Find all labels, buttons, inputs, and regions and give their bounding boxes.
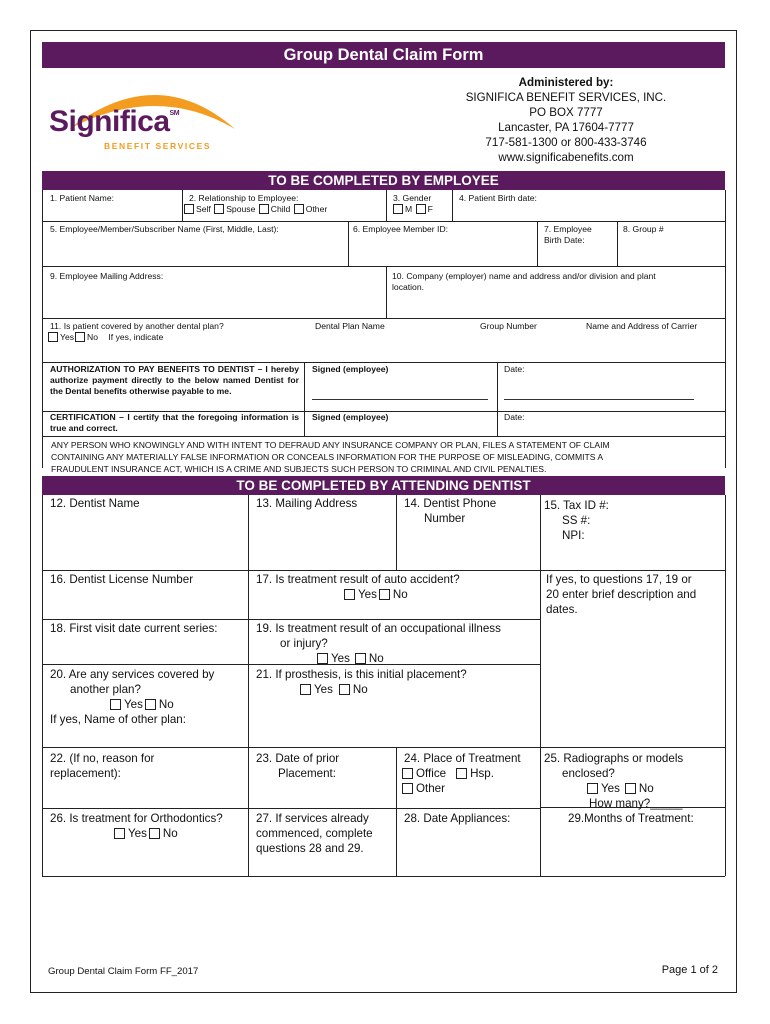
authorization-text: AUTHORIZATION TO PAY BENEFITS TO DENTIST – I hereby authorize payment directly to the below named Dentist for the Dental benefits otherwise payable to me.: [50, 364, 299, 396]
hospital-checkbox[interactable]: [456, 768, 467, 779]
other-plan-question: 11. Is patient covered by another dental plan?: [50, 321, 224, 331]
yes-label: Yes: [60, 332, 75, 342]
months-of-treatment-label: 29.Months of Treatment:: [568, 812, 694, 825]
carrier-label: Name and Address of Carrier: [586, 321, 698, 331]
auto-accident-no-checkbox[interactable]: [379, 589, 390, 600]
place-of-treatment-label: 24. Place of Treatment: [404, 752, 521, 765]
dentist-phone-line2: Number: [424, 512, 466, 525]
date-label: Date:: [504, 412, 525, 422]
other-plan-no-checkbox[interactable]: [75, 332, 85, 342]
relationship-label: 2. Relationship to Employee:: [189, 193, 299, 203]
prosthesis-yes-checkbox[interactable]: [300, 684, 311, 695]
yes-label: Yes: [601, 782, 620, 795]
hospital-label: Hsp.: [470, 767, 494, 780]
relationship-options: [183, 204, 327, 215]
group-number-column-label: Group Number: [480, 321, 537, 331]
auto-accident-options: [342, 587, 408, 602]
no-label: No: [638, 782, 654, 795]
other-plan-coverage-line1: 20. Are any services covered by: [50, 668, 215, 681]
logo-subtitle: BENEFIT SERVICES: [104, 141, 212, 151]
administrator-block: [421, 75, 711, 165]
other-plan-options: [47, 332, 163, 343]
signature-line-1[interactable]: [312, 399, 488, 400]
yes-label: Yes: [124, 698, 143, 711]
group-number-label: 8. Group #: [623, 224, 664, 234]
fraud-notice-line: ANY PERSON WHO KNOWINGLY AND WITH INTENT TO DEFRAUD ANY INSURANCE COMPANY OR PLAN, FILES A STATEMENT OF CLAIM: [51, 440, 610, 450]
admin-line: www.significabenefits.com: [498, 151, 634, 164]
other-place-label: Other: [416, 782, 445, 795]
other-plan-name-label: If yes, Name of other plan:: [50, 713, 186, 726]
other-coverage-yes-checkbox[interactable]: [110, 699, 121, 710]
employee-section-title: TO BE COMPLETED BY EMPLOYEE: [268, 173, 499, 188]
dentist-phone-line1: 14. Dentist Phone: [404, 497, 497, 510]
auto-accident-question: 17. Is treatment result of auto accident?: [256, 573, 460, 586]
npi-label: NPI:: [562, 529, 585, 542]
gender-label: 3. Gender: [393, 193, 432, 203]
ss-label: SS #:: [562, 514, 591, 527]
auto-accident-yes-checkbox[interactable]: [344, 589, 355, 600]
other-label: Other: [305, 204, 328, 214]
yes-label: Yes: [314, 683, 333, 696]
description-note-line: If yes, to questions 17, 19 or: [546, 573, 692, 586]
orthodontics-no-checkbox[interactable]: [149, 828, 160, 839]
dentist-name-label: 12. Dentist Name: [50, 497, 140, 510]
yes-label: Yes: [128, 827, 147, 840]
tax-id-number: 15.: [544, 499, 561, 512]
other-coverage-no-checkbox[interactable]: [145, 699, 156, 710]
occupational-illness-options: [315, 651, 384, 666]
first-visit-date-label: 18. First visit date current series:: [50, 622, 218, 635]
orthodontics-question: [50, 811, 223, 841]
services-commenced-line: 27. If services already: [256, 812, 369, 825]
patient-name-label: 1. Patient Name:: [50, 193, 115, 203]
occupational-illness-question: [256, 621, 501, 651]
dentist-section-bar: [42, 476, 725, 495]
admin-line: 717-581-1300 or 800-433-3746: [485, 136, 647, 149]
date-line-1[interactable]: [504, 399, 694, 400]
footer-page-number: Page 1 of 2: [661, 964, 718, 976]
gender-options: [392, 204, 433, 215]
description-note-line: 20 enter brief description and: [546, 588, 697, 601]
license-number-label: 16. Dentist License Number: [50, 573, 194, 586]
radiographs-line2: enclosed?: [562, 767, 615, 780]
yes-label: Yes: [358, 588, 377, 601]
services-commenced-line: questions 28 and 29.: [256, 842, 364, 855]
company-label: [392, 271, 656, 293]
female-checkbox[interactable]: [416, 204, 426, 214]
admin-line: Lancaster, PA 17604-7777: [498, 121, 634, 134]
other-plan-coverage-line2: another plan?: [70, 683, 141, 696]
significa-logo: [47, 71, 247, 157]
no-label: No: [368, 652, 384, 665]
prosthesis-question: 21. If prosthesis, is this initial placement?: [256, 668, 467, 681]
radiographs-line1: 25. Radiographs or models: [544, 752, 684, 765]
child-checkbox[interactable]: [259, 204, 269, 214]
child-label: Child: [270, 204, 291, 214]
signed-employee-label: Signed (employee): [312, 364, 389, 374]
tax-id-label: Tax ID #:: [563, 499, 609, 512]
no-label: No: [352, 683, 368, 696]
no-label: No: [87, 332, 99, 342]
date-appliances-label: 28. Date Appliances:: [404, 812, 511, 825]
form-title-bar: [42, 42, 725, 68]
prosthesis-options: [298, 682, 368, 697]
other-plan-yes-checkbox[interactable]: [48, 332, 58, 342]
footer-form-id: Group Dental Claim Form FF_2017: [48, 966, 199, 977]
spouse-label: Spouse: [226, 204, 256, 214]
date-label: Date:: [504, 364, 525, 374]
male-label: M: [405, 204, 413, 214]
description-note: [546, 572, 696, 617]
replacement-reason-line1: 22. (If no, reason for: [50, 752, 155, 765]
place-of-treatment: [400, 751, 521, 796]
prior-placement-label: [256, 751, 339, 781]
services-commenced-line: commenced, complete: [256, 827, 373, 840]
other-plan-coverage-question: [50, 667, 214, 727]
mailing-address-label: 9. Employee Mailing Address:: [50, 271, 164, 281]
fraud-notice-line: FRAUDULENT INSURANCE ACT, WHICH IS A CRIME AND SUBJECTS SUCH PERSON TO CRIMINAL AND CIVIL PENALTIES.: [51, 464, 547, 474]
form-page: [30, 30, 737, 993]
form-title: Group Dental Claim Form: [283, 46, 484, 64]
occupational-illness-line1: 19. Is treatment result of an occupational illness: [256, 622, 501, 635]
employee-section-bar: [42, 171, 725, 190]
signed-employee-label: Signed (employee): [312, 412, 389, 422]
male-checkbox[interactable]: [393, 204, 403, 214]
occupational-illness-line2: or injury?: [280, 637, 328, 650]
office-label: Office: [416, 767, 447, 780]
no-label: No: [158, 698, 174, 711]
admin-heading: Administered by:: [518, 76, 614, 89]
no-label: No: [392, 588, 408, 601]
occupational-no-checkbox[interactable]: [355, 653, 366, 664]
dentist-phone-label: [404, 496, 496, 526]
employee-name-label: 5. Employee/Member/Subscriber Name (First, Middle, Last):: [50, 224, 279, 234]
orthodontics-yes-checkbox[interactable]: [114, 828, 125, 839]
orthodontics-label: 26. Is treatment for Orthodontics?: [50, 812, 223, 825]
logo-name: Significa: [49, 105, 170, 138]
dentist-section-title: TO BE COMPLETED BY ATTENDING DENTIST: [236, 478, 531, 493]
company-label-line1: 10. Company (employer) name and address and/or division and plant: [392, 271, 656, 281]
patient-birth-date-label: 4. Patient Birth date:: [459, 193, 537, 203]
female-label: F: [427, 204, 433, 214]
self-label: Self: [196, 204, 211, 214]
fraud-notice: [51, 439, 610, 475]
prior-placement-line1: 23. Date of prior: [256, 752, 340, 765]
replacement-reason-line2: replacement):: [50, 767, 121, 780]
other-checkbox[interactable]: [294, 204, 304, 214]
radiographs-no-checkbox[interactable]: [625, 783, 636, 794]
admin-line: PO BOX 7777: [529, 106, 603, 119]
admin-line: SIGNIFICA BENEFIT SERVICES, INC.: [465, 91, 667, 104]
dentist-mailing-address-label: 13. Mailing Address: [256, 497, 358, 510]
no-label: No: [162, 827, 178, 840]
dental-plan-name-label: Dental Plan Name: [315, 321, 385, 331]
office-checkbox[interactable]: [402, 768, 413, 779]
services-commenced-label: [256, 811, 373, 856]
prior-placement-line2: Placement:: [278, 767, 336, 780]
yes-label: Yes: [331, 652, 350, 665]
radiographs-yes-checkbox[interactable]: [587, 783, 598, 794]
company-label-line2: location.: [392, 282, 425, 292]
employee-birth-date-line1: 7. Employee: [544, 224, 592, 234]
occupational-yes-checkbox[interactable]: [317, 653, 328, 664]
replacement-reason-label: [50, 751, 154, 781]
if-yes-indicate-label: If yes, indicate: [108, 332, 164, 342]
description-note-line: dates.: [546, 603, 578, 616]
self-checkbox[interactable]: [184, 204, 194, 214]
logo-mark: SM: [169, 110, 180, 117]
member-id-label: 6. Employee Member ID:: [353, 224, 449, 234]
certification-text: CERTIFICATION – I certify that the foregoing information is true and correct.: [50, 412, 299, 433]
prosthesis-no-checkbox[interactable]: [339, 684, 350, 695]
radiographs-question: [544, 751, 683, 811]
employee-birth-date-line2: Birth Date:: [544, 235, 585, 245]
spouse-checkbox[interactable]: [214, 204, 224, 214]
fraud-notice-line: CONTAINING ANY MATERIALLY FALSE INFORMATION OR CONCEALS INFORMATION FOR THE PURPOSE OF MISLEADING, COMMITS A: [51, 452, 604, 462]
other-place-checkbox[interactable]: [402, 783, 413, 794]
how-many-label: How many?_____: [589, 797, 683, 810]
employee-birth-date-label: [544, 224, 592, 246]
tax-id-block: [544, 498, 609, 543]
